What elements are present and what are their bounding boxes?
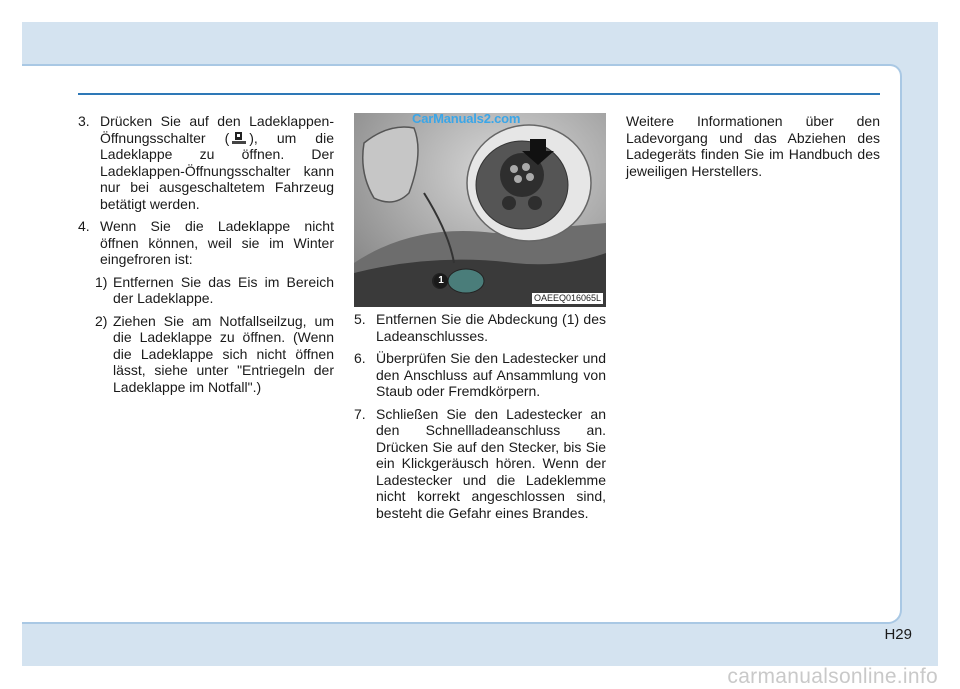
left-column (78, 113, 334, 401)
info-paragraph: Weitere Informationen über den Ladevorgang und das Abziehen des Ladegeräts finden Sie im Handbuch des jeweiligen Herstellers. (626, 113, 880, 179)
step-number: 7. (354, 405, 366, 422)
step-text: Drücken Sie auf den Ladeklappen-Öffnungsschalter ( ), um die Ladeklappe zu öffnen. Der Ladeklappen-Öffnungsschalter kann nur bei ausgeschaltetem Fahrzeug betätigt werden. (100, 113, 334, 212)
step-text: Schließen Sie den Ladestecker an den Schnellladeanschluss an. Drücken Sie auf den Stecker, bis Sie ein Klickgeräusch hören. Wenn der Ladestecker und die Ladeklemme nicht korrekt angeschlossen sind, besteht die Gefahr eines Brandes. (376, 405, 606, 521)
charging-port-illustration (354, 113, 606, 307)
page-number: H29 (884, 626, 912, 643)
step-number: 4. (78, 218, 90, 234)
footer-watermark: carmanualsonline.info (727, 665, 938, 688)
step-text: Entfernen Sie die Abdeckung (1) des Ladeanschlusses. (376, 311, 606, 344)
header-rule (78, 93, 880, 95)
step-5 (354, 311, 606, 344)
callout-1: 1 (434, 274, 448, 288)
step-number: 6. (354, 350, 366, 366)
substep-number: 2) (95, 312, 108, 329)
middle-column (354, 311, 606, 527)
substep-2 (95, 313, 334, 396)
step-6 (354, 350, 606, 400)
step-4 (78, 218, 334, 268)
substep-1 (95, 274, 334, 307)
watermark-top: CarManuals2.com (412, 111, 521, 126)
charging-port-drawing (354, 113, 606, 307)
charge-door-switch-icon (229, 131, 249, 145)
step-text: Überprüfen Sie den Ladestecker und den Anschluss auf Ansammlung von Staub oder Fremdkörpern. (376, 350, 606, 399)
step-3 (78, 113, 334, 212)
substep-number: 1) (95, 273, 108, 290)
right-column (626, 113, 880, 179)
figure-code: OAEEQ016065L (533, 293, 601, 303)
step-text: Wenn Sie die Ladeklappe nicht öffnen können, weil sie im Winter eingefroren ist: (100, 218, 334, 267)
substep-text: Entfernen Sie das Eis im Bereich der Ladeklappe. (113, 273, 334, 306)
substep-text: Ziehen Sie am Notfallseilzug, um die Ladeklappe zu öffnen. (Wenn die Ladeklappe sich nicht öffnen lässt, siehe unter "Entriegeln der Ladeklappe im Notfall".) (113, 312, 334, 395)
step-number: 3. (78, 113, 90, 129)
step-number: 5. (354, 311, 366, 327)
step-7 (354, 406, 606, 522)
